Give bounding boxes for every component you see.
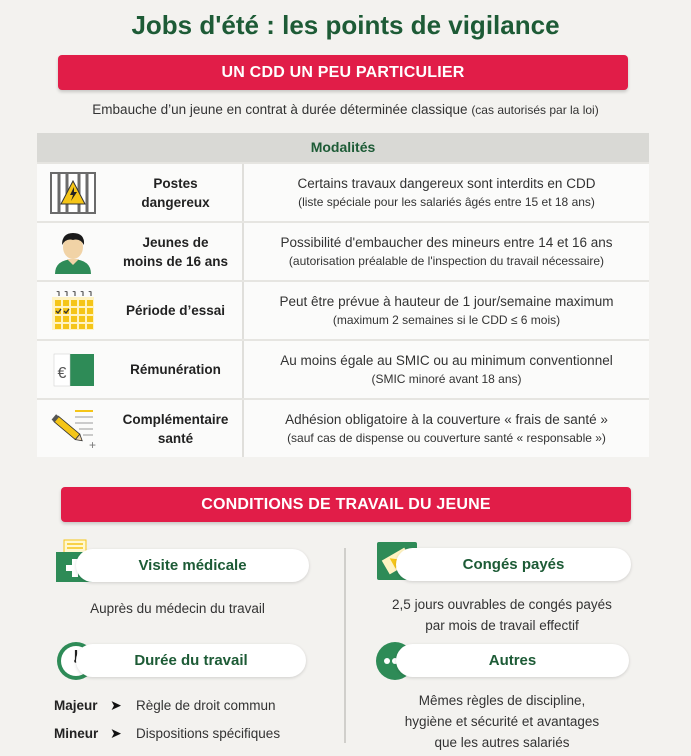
row-description <box>244 341 649 398</box>
duree-rule: Règle de droit commun <box>136 698 276 713</box>
row-description <box>244 164 649 221</box>
autres-line: que les autres salariés <box>434 735 570 750</box>
row-label-line: Postes <box>153 175 198 191</box>
young-person-icon <box>37 223 109 280</box>
table-row <box>37 221 649 280</box>
row-label-line: Jeunes de <box>142 234 209 250</box>
modalites-table <box>37 133 649 457</box>
row-main-text: Certains travaux dangereux sont interdits en CDD <box>297 176 596 191</box>
table-header: Modalités <box>37 133 649 162</box>
table-row <box>37 162 649 221</box>
arrow-right-icon: ➤ <box>110 697 122 713</box>
page-title: Jobs d'été : les points de vigilance <box>131 10 560 40</box>
row-sub-text: (autorisation préalable de l'inspection du travail nécessaire) <box>288 254 605 268</box>
svg-text:€: € <box>57 364 67 382</box>
autres-line: Mêmes règles de discipline, <box>418 693 586 708</box>
row-label-line: dangereux <box>141 194 210 210</box>
row-sub-text: (maximum 2 semaines si le CDD ≤ 6 mois) <box>332 313 561 327</box>
conges-payes-pill: Congés payés <box>396 548 631 581</box>
row-description <box>244 223 649 280</box>
row-label <box>109 223 244 280</box>
table-row <box>37 339 649 398</box>
duree-who: Mineur <box>54 726 99 741</box>
subtitle-note: (cas autorisés par la loi) <box>471 103 599 117</box>
row-sub-text: (SMIC minoré avant 18 ans) <box>371 372 522 386</box>
arrow-right-icon: ➤ <box>110 725 122 741</box>
pencil-form-icon <box>37 400 109 457</box>
row-label-line: moins de 16 ans <box>122 253 229 269</box>
row-sub-text: (sauf cas de dispense ou couverture santé « responsable ») <box>287 431 606 445</box>
row-label <box>109 282 244 339</box>
autres-text <box>356 690 648 753</box>
row-main-text: Possibilité d'embaucher des mineurs entre 14 et 16 ans <box>280 235 613 250</box>
row-label-line: Complémentaire <box>122 411 229 427</box>
row-description <box>244 400 649 457</box>
conges-line: 2,5 jours ouvrables de congés payés <box>392 597 612 612</box>
row-label-line: Période d’essai <box>125 303 226 318</box>
row-main-text: Peut être prévue à hauteur de 1 jour/semaine maximum <box>279 294 614 309</box>
row-sub-text: (liste spéciale pour les salariés âgés entre 15 et 18 ans) <box>298 195 595 209</box>
section-subtitle <box>0 102 691 117</box>
table-row <box>37 280 649 339</box>
row-main-text: Adhésion obligatoire à la couverture « frais de santé » <box>285 412 608 427</box>
svg-text:+: + <box>89 437 97 451</box>
visite-medicale-text: Auprès du médecin du travail <box>90 601 265 616</box>
duree-item <box>54 697 276 714</box>
duree-who: Majeur <box>54 698 98 713</box>
row-description <box>244 282 649 339</box>
autres-line: hygiène et sécurité et avantages <box>404 714 600 729</box>
duree-item <box>54 725 280 742</box>
subtitle-main: Embauche d’un jeune en contrat à durée déterminée classique <box>92 102 468 117</box>
row-label <box>109 164 244 221</box>
duree-travail-pill: Durée du travail <box>76 644 306 677</box>
column-divider <box>344 548 346 743</box>
row-label-line: santé <box>157 430 194 446</box>
conges-line: par mois de travail effectif <box>425 618 579 633</box>
table-row <box>37 398 649 457</box>
calendar-icon <box>37 282 109 339</box>
row-label <box>109 400 244 457</box>
section-banner-cdd: UN CDD UN PEU PARTICULIER <box>58 55 628 90</box>
conges-payes-text <box>356 594 648 636</box>
row-label-line: Rémunération <box>130 362 221 377</box>
row-main-text: Au moins égale au SMIC ou au minimum conventionnel <box>280 353 613 368</box>
row-label <box>109 341 244 398</box>
visite-medicale-pill: Visite médicale <box>76 549 309 582</box>
section-banner-conditions: CONDITIONS DE TRAVAIL DU JEUNE <box>61 487 631 522</box>
danger-icon <box>37 164 109 221</box>
autres-pill: Autres <box>396 644 629 677</box>
banknote-icon <box>37 341 109 398</box>
duree-rule: Dispositions spécifiques <box>136 726 281 741</box>
